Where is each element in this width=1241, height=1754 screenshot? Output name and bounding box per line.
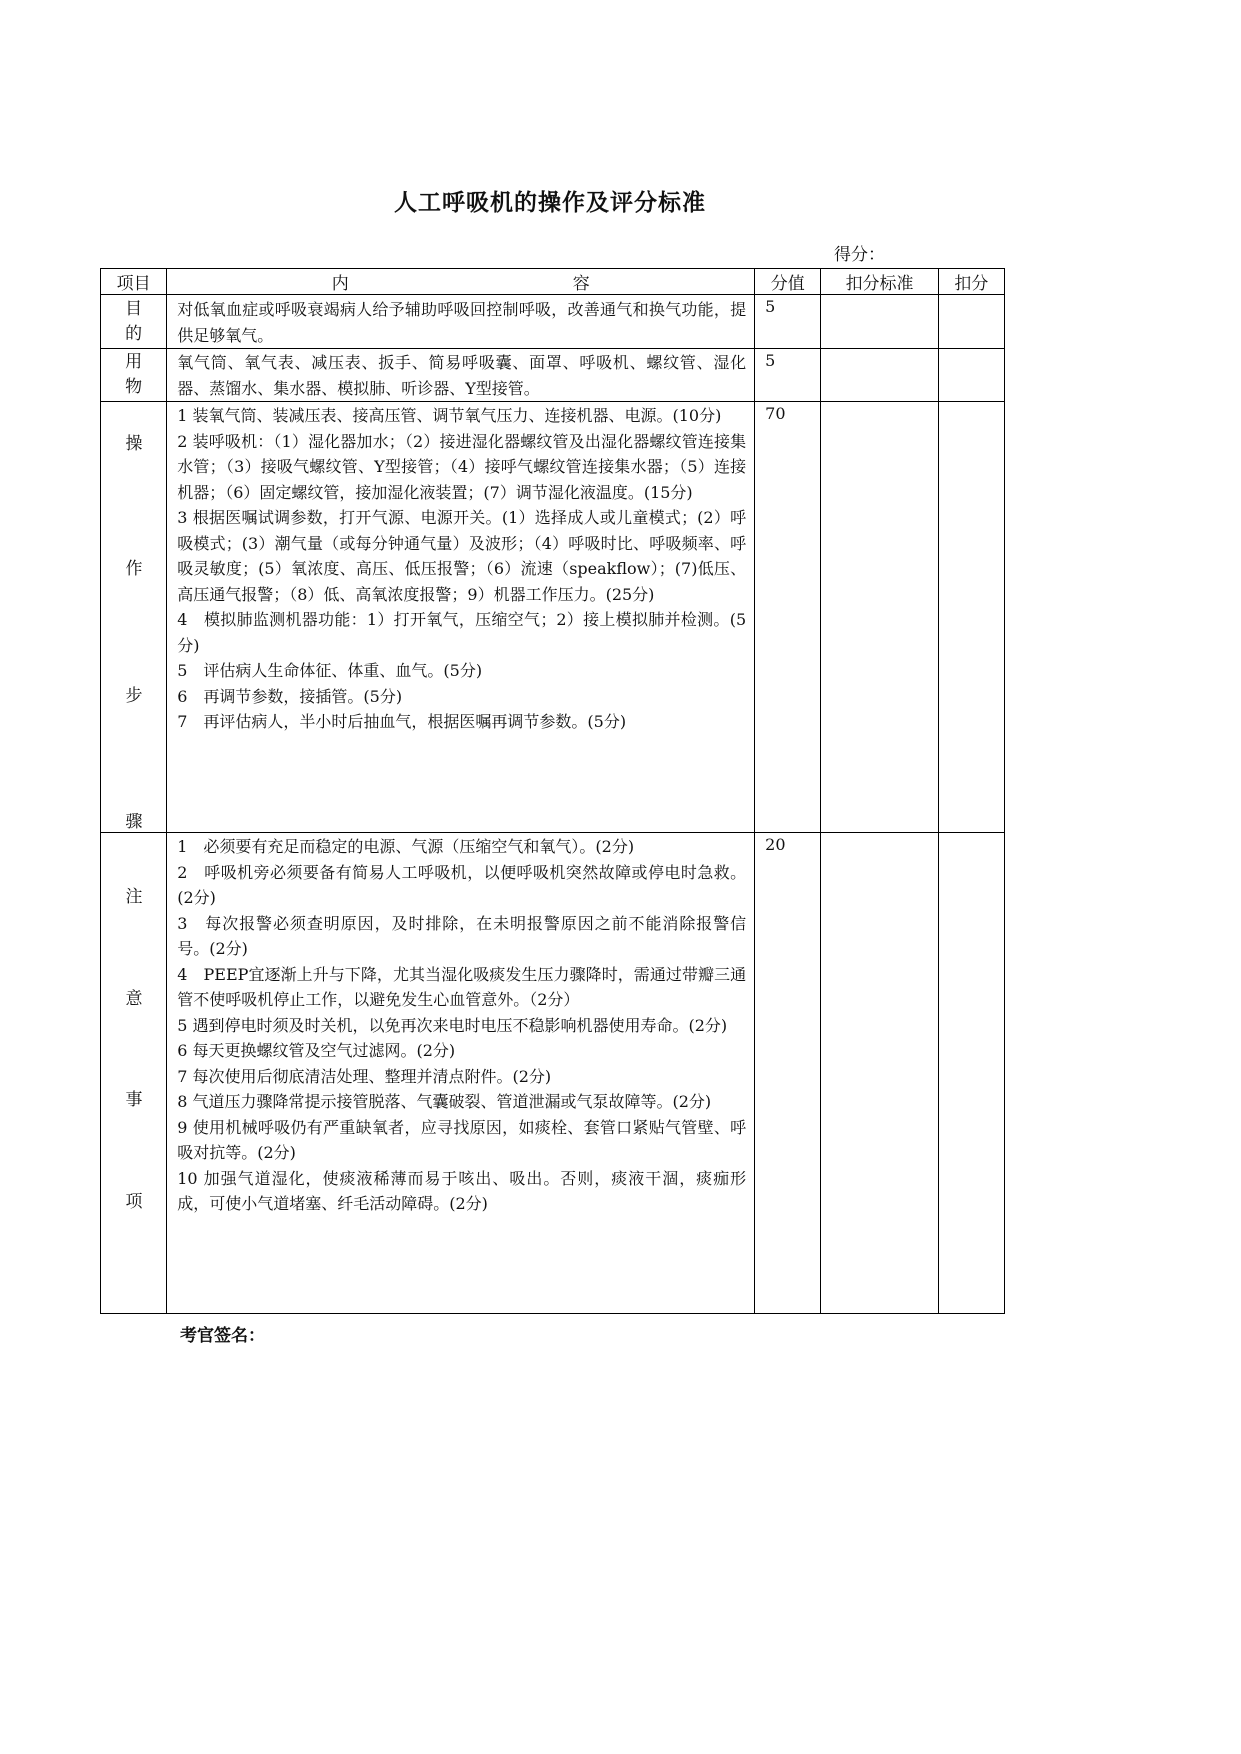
- content-line: 7 每次使用后彻底清洁处理、整理并清点附件。(2分): [177, 1066, 552, 1086]
- row-score-procedure: 70: [755, 402, 821, 833]
- header-content-left: 内: [331, 274, 349, 294]
- table-row-purpose: [101, 295, 1005, 349]
- row-label-char: 注: [125, 887, 143, 907]
- row-deduction-cell: [938, 402, 1004, 833]
- scoring-table: [100, 268, 1005, 1314]
- row-deduction-cell: [938, 349, 1004, 402]
- content-line: 6 每天更换螺纹管及空气过滤网。(2分): [177, 1041, 456, 1060]
- header-deduction: 扣分: [938, 269, 1004, 295]
- table-header-row: [101, 269, 1005, 295]
- row-label-purpose: [101, 295, 167, 349]
- content-line: 8 气道压力骤降常提示接管脱落、气囊破裂、管道泄漏或气泵故障等。(2分): [177, 1092, 712, 1111]
- content-line: 2 装呼吸机：（1）湿化器加水；（2）接进湿化器螺纹管及出湿化器螺纹管连接集水管；（3）接吸气螺纹管、Y型接管；（4）接呼气螺纹管连接集水器；（5）连接机器；（6）固定螺纹管，接加湿化液装置；(7）调节湿化液温度。(15分): [177, 431, 747, 502]
- row-label-supplies: [101, 349, 167, 402]
- table-row-procedure: [101, 402, 1005, 833]
- row-label-char: 骤: [125, 812, 143, 832]
- content-line: 7 再评估病人，半小时后抽血气，根据医嘱再调节参数。(5分): [177, 712, 627, 731]
- header-score: 分值: [755, 269, 821, 295]
- row-label-char: 的: [125, 324, 143, 344]
- row-label-char: 目: [125, 299, 143, 319]
- table-row-notes: [101, 833, 1005, 1314]
- row-label-procedure: [101, 402, 167, 833]
- header-content: [167, 269, 755, 295]
- row-deduction-standard-cell: [821, 833, 938, 1314]
- row-content-purpose: [167, 295, 755, 349]
- row-label-notes: [101, 833, 167, 1314]
- row-label-char: 物: [125, 377, 143, 397]
- row-label-char: 步: [125, 686, 143, 706]
- row-deduction-standard-cell: [821, 402, 938, 833]
- row-label-char: 用: [125, 352, 143, 372]
- content-line: 10 加强气道湿化，使痰液稀薄而易于咳出、吸出。否则，痰液干涸，痰痂形成，可使小气道堵塞、纤毛活动障碍。(2分): [177, 1168, 747, 1213]
- row-label-char: 事: [125, 1090, 143, 1110]
- table-row-supplies: [101, 349, 1005, 402]
- content-line: 3 根据医嘱试调参数，打开气源、电源开关。(1）选择成人或儿童模式；(2）呼吸模式；(3）潮气量（或每分钟通气量）及波形；（4）呼吸时比、呼吸频率、呼吸灵敏度；(5）氧浓度、高压、低压报警；（6）流速（speakflow）；(7)低压、高压通气报警；（8）低、高氧浓度报警；9）机器工作压力。(25分): [177, 508, 747, 604]
- examiner-signature-label: 考官签名：: [180, 1326, 265, 1346]
- content-line: 4 模拟肺监测机器功能：1）打开氧气，压缩空气；2）接上模拟肺并检测。(5分): [177, 610, 747, 655]
- row-deduction-cell: [938, 833, 1004, 1314]
- row-score-notes: 20: [755, 833, 821, 1314]
- header-deduction-standard: 扣分标准: [821, 269, 938, 295]
- header-item: 项目: [101, 269, 167, 295]
- content-line: 3 每次报警必须查明原因，及时排除，在未明报警原因之前不能消除报警信号。(2分): [177, 913, 747, 958]
- content-line: 对低氧血症或呼吸衰竭病人给予辅助呼吸回控制呼吸，改善通气和换气功能，提供足够氧气。: [177, 300, 747, 345]
- row-content-procedure: [167, 402, 755, 833]
- content-line: 9 使用机械呼吸仍有严重缺氧者，应寻找原因，如痰栓、套管口紧贴气管壁、呼吸对抗等。(2分): [177, 1117, 747, 1162]
- content-line: 5 遇到停电时须及时关机，以免再次来电时电压不稳影响机器使用寿命。(2分): [177, 1015, 728, 1035]
- row-content-notes: [167, 833, 755, 1314]
- row-label-char: 作: [125, 559, 143, 579]
- row-deduction-cell: [938, 295, 1004, 349]
- row-label-char: 操: [125, 434, 143, 454]
- row-deduction-standard-cell: [821, 295, 938, 349]
- content-line: 1 必须要有充足而稳定的电源、气源（压缩空气和氧气）。(2分): [177, 837, 635, 856]
- content-line: 6 再调节参数，接插管。(5分): [177, 686, 403, 706]
- score-label: 得分：: [834, 245, 885, 265]
- content-line: 5 评估病人生命体征、体重、血气。(5分): [177, 661, 483, 680]
- row-label-char: 意: [125, 989, 143, 1009]
- row-label-char: 项: [125, 1192, 143, 1212]
- content-line: 2 呼吸机旁必须要备有简易人工呼吸机，以便呼吸机突然故障或停电时急救。(2分): [177, 862, 747, 907]
- row-deduction-standard-cell: [821, 349, 938, 402]
- content-line: 氧气筒、氧气表、减压表、扳手、简易呼吸囊、面罩、呼吸机、螺纹管、湿化器、蒸馏水、集水器、模拟肺、听诊器、Y型接管。: [177, 353, 747, 398]
- row-score-purpose: 5: [755, 295, 821, 349]
- header-content-right: 容: [572, 274, 590, 294]
- row-score-supplies: 5: [755, 349, 821, 402]
- row-content-supplies: [167, 349, 755, 402]
- content-line: 4 PEEP宜逐渐上升与下降，尤其当湿化吸痰发生压力骤降时，需通过带瓣三通管不使呼吸机停止工作，以避免发生心血管意外。（2分）: [177, 964, 747, 1009]
- document-title: 人工呼吸机的操作及评分标准: [394, 190, 706, 216]
- content-line: 1 装氧气筒、装减压表、接高压管、调节氧气压力、连接机器、电源。(10分): [177, 406, 722, 425]
